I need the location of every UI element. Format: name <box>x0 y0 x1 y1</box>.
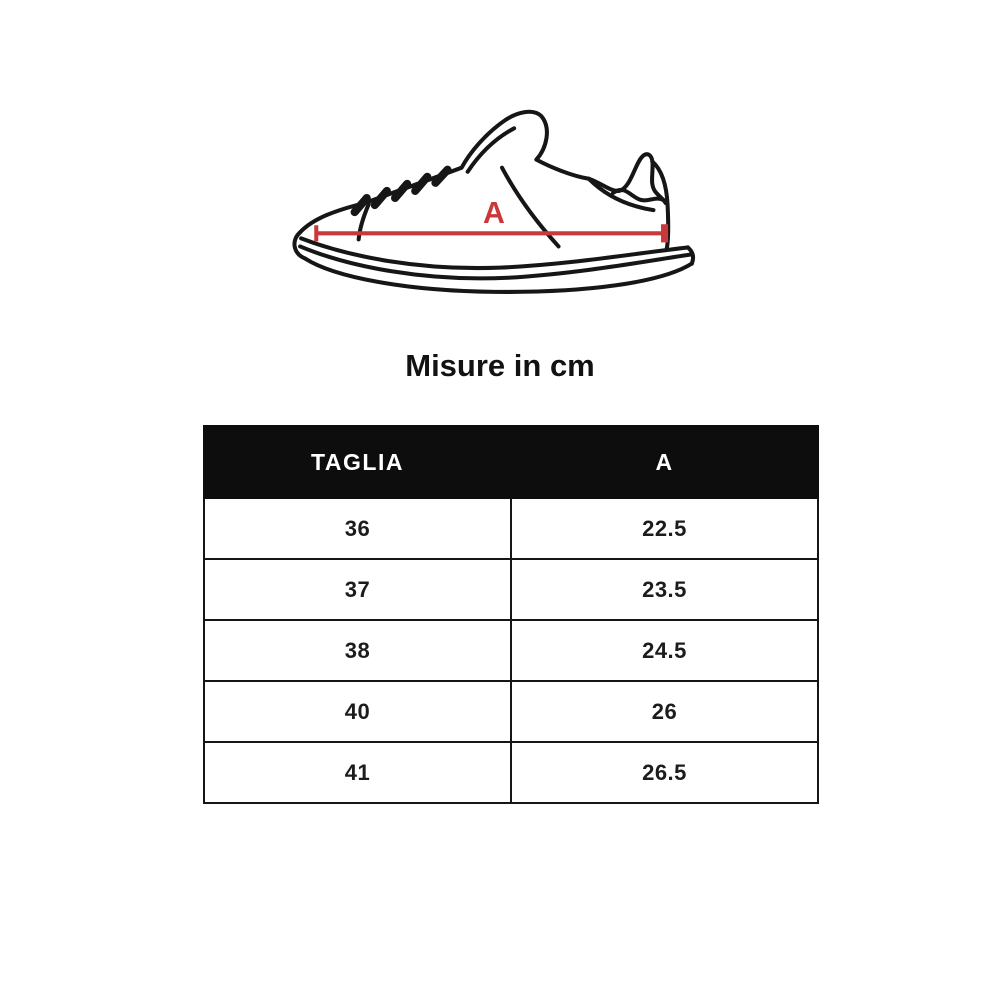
cell-measure: 26.5 <box>511 742 818 803</box>
table-row <box>204 681 818 742</box>
table-row <box>204 742 818 803</box>
cell-size: 41 <box>204 742 511 803</box>
sneaker-icon <box>288 98 712 302</box>
cell-measure: 24.5 <box>511 620 818 681</box>
size-table <box>203 425 819 804</box>
table-header-row <box>204 426 818 498</box>
table-row <box>204 498 818 559</box>
cell-size: 40 <box>204 681 511 742</box>
cell-size: 37 <box>204 559 511 620</box>
page-title: Misure in cm <box>405 348 595 383</box>
cell-size: 36 <box>204 498 511 559</box>
cell-measure: 23.5 <box>511 559 818 620</box>
cell-size: 38 <box>204 620 511 681</box>
header-taglia: TAGLIA <box>204 426 511 498</box>
table-row <box>204 559 818 620</box>
table-row <box>204 620 818 681</box>
header-a: A <box>511 426 818 498</box>
cell-measure: 26 <box>511 681 818 742</box>
cell-measure: 22.5 <box>511 498 818 559</box>
measure-label-a: A <box>483 197 505 231</box>
sneaker-diagram <box>288 98 712 302</box>
